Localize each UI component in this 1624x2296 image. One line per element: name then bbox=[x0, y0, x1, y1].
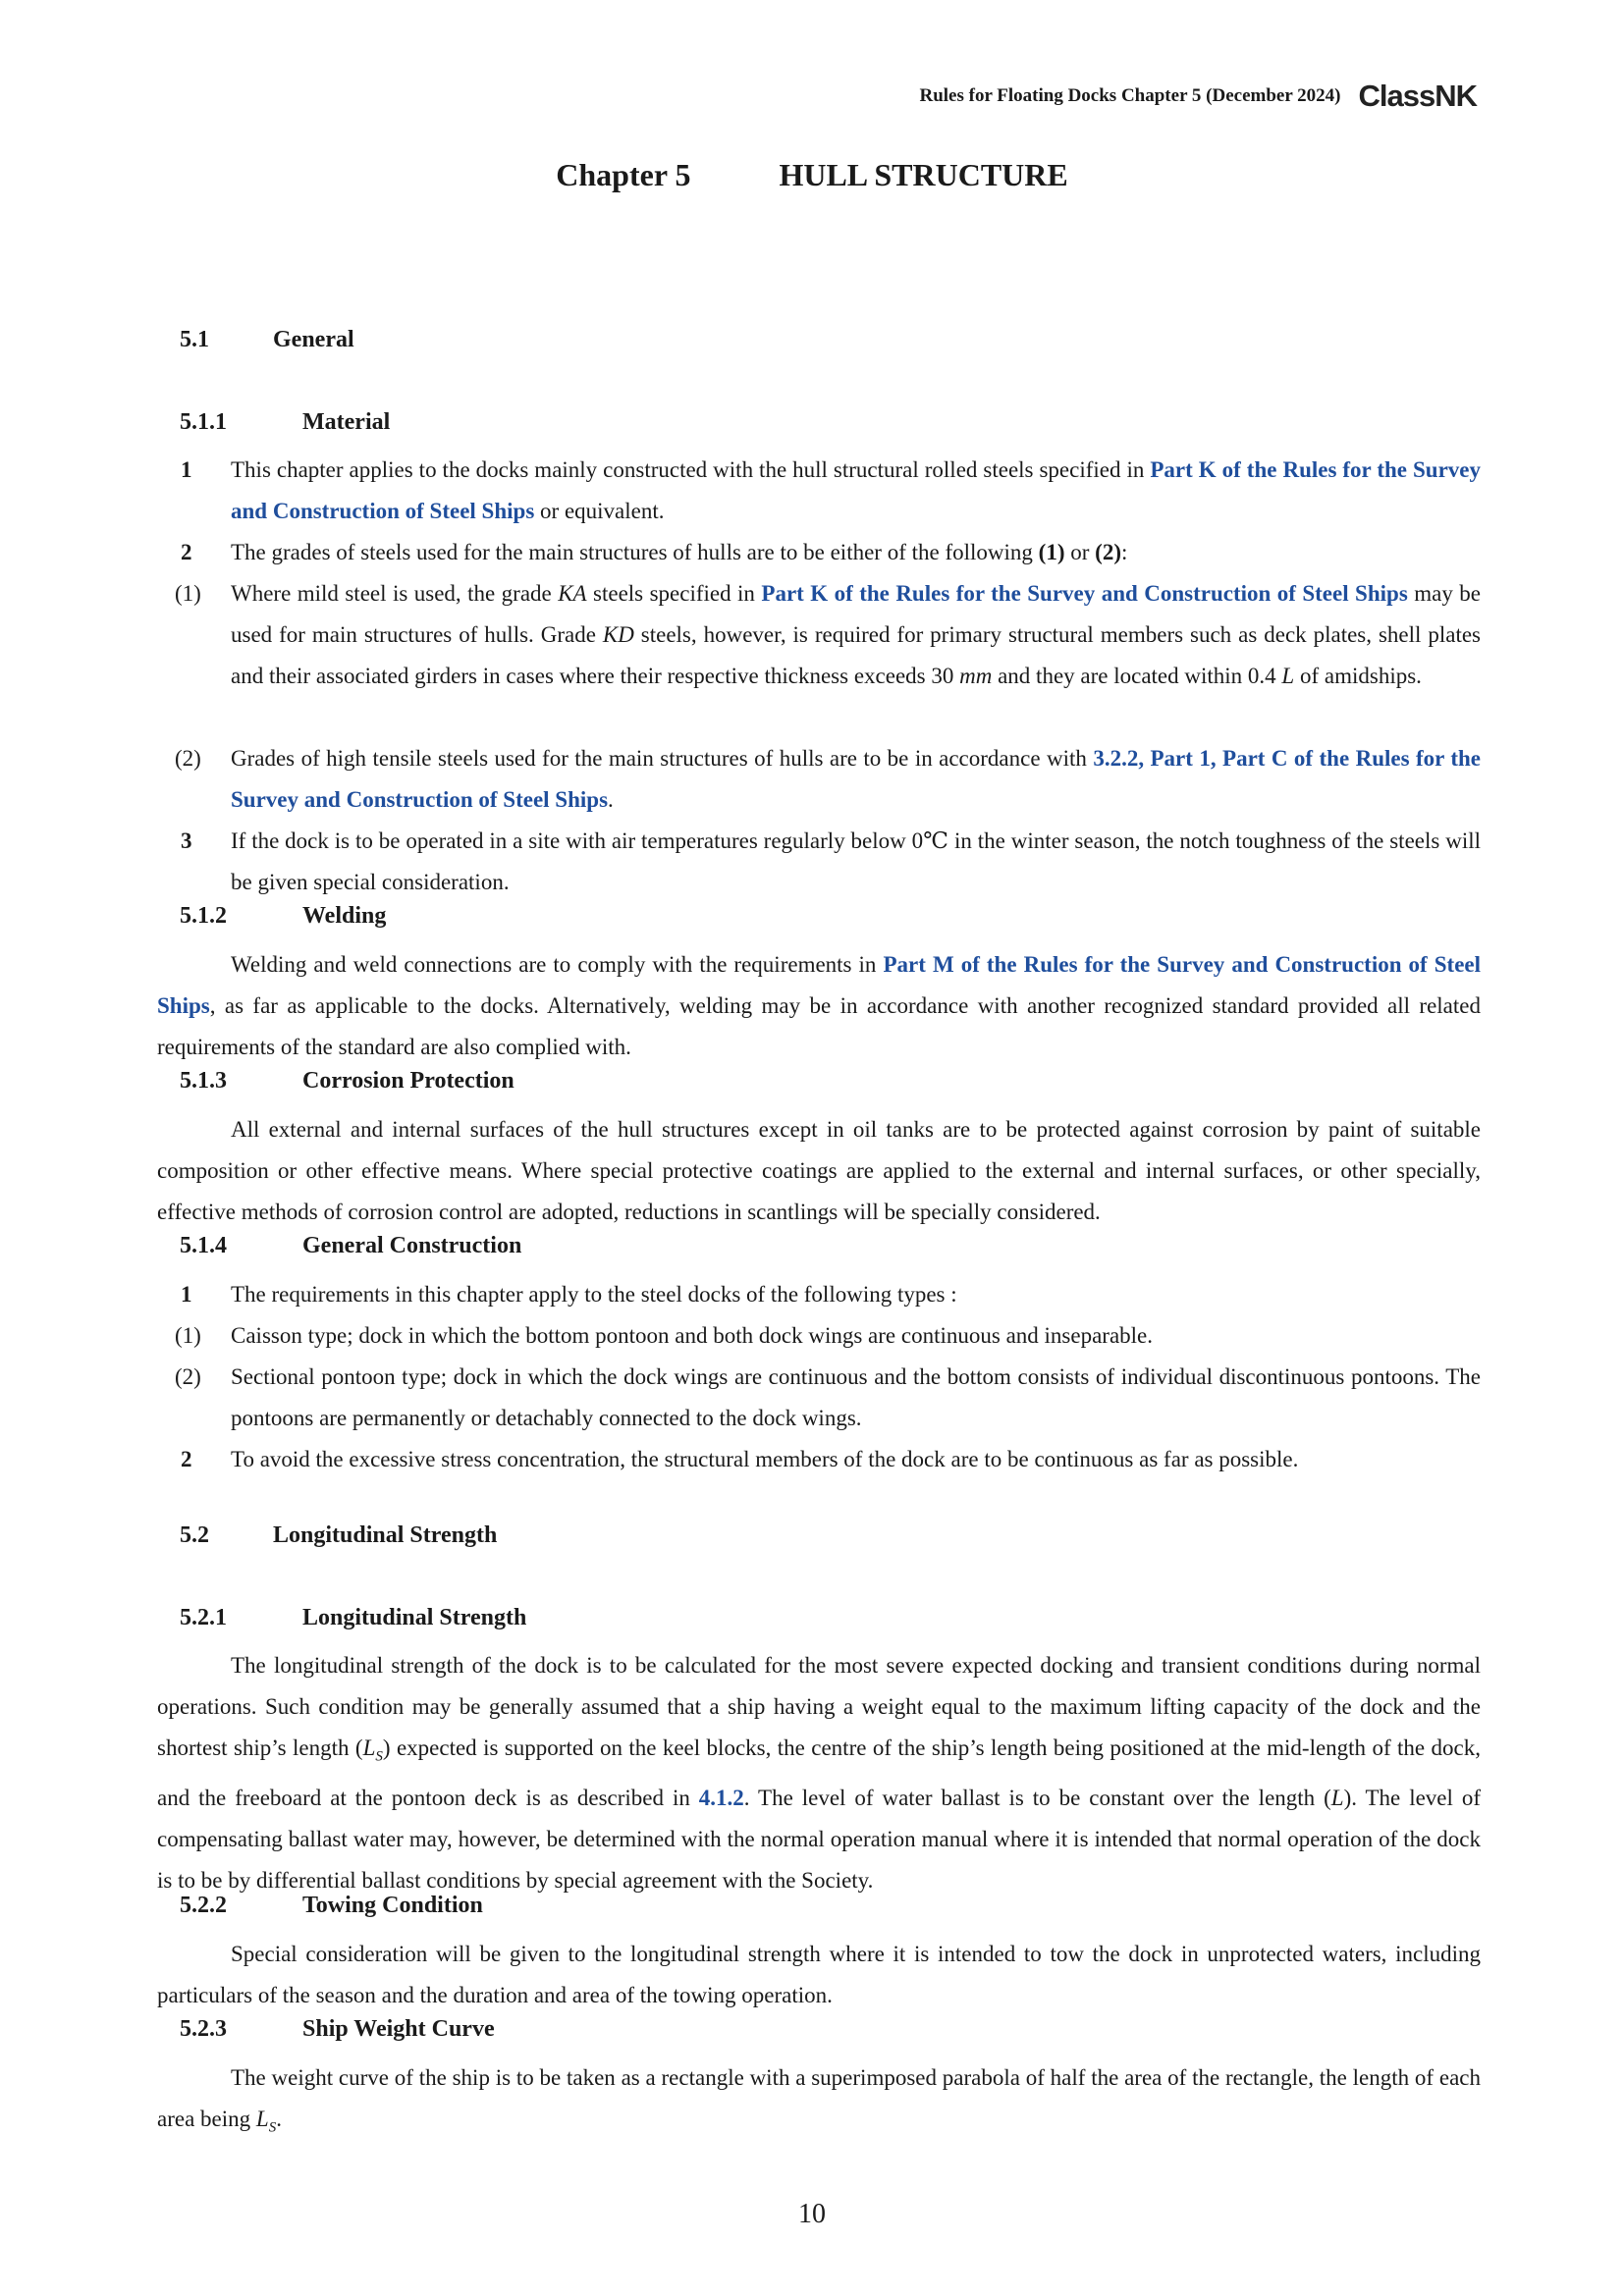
page-number: 10 bbox=[798, 2199, 826, 2229]
classnk-logo: ClassNK bbox=[1358, 79, 1477, 113]
section-5-1-2-heading: 5.1.2 Welding bbox=[180, 903, 387, 929]
list-item-5-1-1-2-1: (1) Where mild steel is used, the grade KA steels specified in Part K of the Rules for the Survey and Construction of Steel Ships may be used for main structures of hulls. Grade KD steels, however, is required for primary structural members such as deck plates, shell plates and their associated girders in cases where their respective thickness exceeds 30 mm and they are located within 0.4 L of amidships. bbox=[175, 581, 1481, 688]
header-title: Rules for Floating Docks Chapter 5 (December 2024) bbox=[919, 85, 1341, 106]
page-header bbox=[919, 79, 1477, 114]
paragraph-5-1-4-1: 1 The requirements in this chapter apply to the steel docks of the following types : bbox=[181, 1282, 957, 1307]
list-item-5-1-4-1-2: (2) Sectional pontoon type; dock in which the dock wings are continuous and the bottom consists of individual discontinuous pontoons. The pontoons are permanently or detachably connected to the dock wings. bbox=[175, 1364, 1481, 1430]
section-5-1-3-heading: 5.1.3 Corrosion Protection bbox=[180, 1068, 514, 1094]
reference-link[interactable]: Part M of the Rules for the Survey and Construction of Steel Ships bbox=[157, 952, 1481, 1018]
section-5-1-1-heading: 5.1.1 Material bbox=[180, 409, 391, 435]
reference-link[interactable]: Part K of the Rules for the Survey and Construction of Steel Ships bbox=[231, 457, 1481, 523]
section-5-2-3-heading: 5.2.3 Ship Weight Curve bbox=[180, 2016, 495, 2042]
paragraph-5-2-2: Special consideration will be given to the longitudinal strength where it is intended to tow the dock in unprotected waters, including particulars of the season and the duration and area of the towing operation. bbox=[157, 1942, 1481, 2007]
section-5-2-heading: 5.2 Longitudinal Strength bbox=[180, 1522, 498, 1548]
paragraph-5-2-3: The weight curve of the ship is to be taken as a rectangle with a superimposed parabola of half the area of the rectangle, the length of each area being $L_S$. bbox=[157, 2065, 1481, 2136]
chapter-number: Chapter 5 bbox=[556, 157, 691, 192]
section-5-2-2-heading: 5.2.2 Towing Condition bbox=[180, 1893, 483, 1918]
section-5-1-4-heading: 5.1.4 General Construction bbox=[180, 1233, 522, 1258]
reference-link[interactable]: Part K of the Rules for the Survey and Construction of Steel Ships bbox=[761, 581, 1408, 606]
section-5-1-heading: 5.1 General bbox=[180, 327, 354, 352]
paragraph-5-1-1-1: 1 This chapter applies to the docks mainly constructed with the hull structural rolled steels specified in Part K of the Rules for the Survey and Construction of Steel Ships or equivalent. bbox=[181, 457, 1481, 523]
paragraph-5-1-1-2: 2 The grades of steels used for the main structures of hulls are to be either of the following (1) or (2): bbox=[181, 540, 1128, 564]
list-item-5-1-1-2-2: (2) Grades of high tensile steels used for the main structures of hulls are to be in accordance with 3.2.2, Part 1, Part C of the Rules for the Survey and Construction of Steel Ships. bbox=[175, 746, 1482, 812]
paragraph-5-1-2: Welding and weld connections are to comply with the requirements in Part M of the Rules for the Survey and Construction of Steel Ships, as far as applicable to the docks. Alternatively, welding may be in accordance with another recognized standard provided all related requirements of the standard are also complied with. bbox=[157, 952, 1481, 1059]
paragraph-5-1-3: All external and internal surfaces of the hull structures except in oil tanks are to be protected against corrosion by paint of suitable composition or other effective means. Where special protective coatings are applied to the external and internal surfaces, or other specially, effective methods of corrosion control are adopted, reductions in scantlings will be specially considered. bbox=[157, 1117, 1481, 1224]
paragraph-5-1-4-2: 2 To avoid the excessive stress concentration, the structural members of the dock are to be continuous as far as possible. bbox=[181, 1447, 1299, 1471]
chapter-title bbox=[0, 157, 1624, 193]
reference-link[interactable]: 4.1.2 bbox=[698, 1785, 744, 1810]
list-item-5-1-4-1-1: (1) Caisson type; dock in which the bottom pontoon and both dock wings are continuous and inseparable. bbox=[175, 1323, 1154, 1348]
chapter-heading: HULL STRUCTURE bbox=[779, 157, 1068, 192]
paragraph-5-1-1-3: 3 If the dock is to be operated in a site with air temperatures regularly below 0℃ in the winter season, the notch toughness of the steels will be given special consideration. bbox=[181, 828, 1481, 894]
reference-link[interactable]: 3.2.2, Part 1, Part C of the Rules for the Survey and Construction of Steel Ships bbox=[231, 746, 1482, 812]
section-5-2-1-heading: 5.2.1 Longitudinal Strength bbox=[180, 1605, 527, 1630]
paragraph-5-2-1: The longitudinal strength of the dock is to be calculated for the most severe expected docking and transient conditions during normal operations. Such condition may be generally assumed that a ship having a weight equal to the maximum lifting capacity of the dock and the shortest ship’s length $(L_S)$ expected is supported on the keel blocks, the centre of the ship’s length being positioned at the mid-length of the dock, and the freeboard at the pontoon deck is as described in 4.1.2. The level of water ballast is to be constant over the length (L). The level of compensating ballast water may, however, be determined with the normal operation manual where it is intended that normal operation of the dock is to be by differential ballast conditions by special agreement with the Society. bbox=[157, 1653, 1482, 1893]
